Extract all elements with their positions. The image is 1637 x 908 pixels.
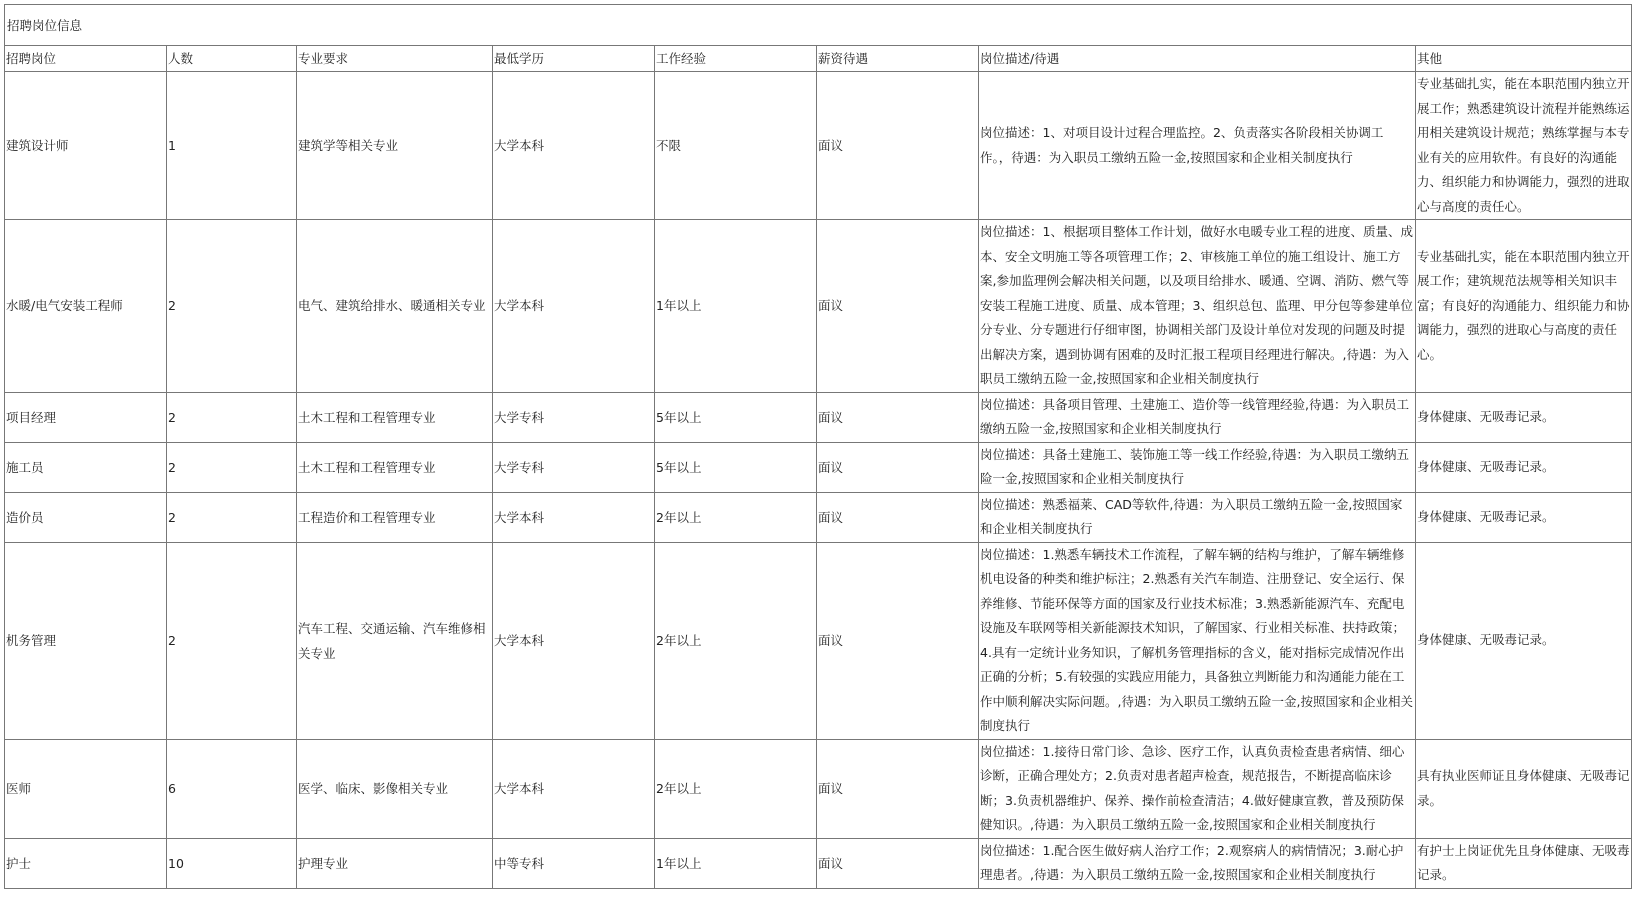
cell-description: 岗位描述：1、对项目设计过程合理监控。2、负责落实各阶段相关协调工作。，待遇：为入职员工缴纳五险一金,按照国家和企业相关制度执行 [979, 72, 1416, 220]
table-title-row [5, 5, 1632, 46]
table-row [5, 542, 1632, 739]
cell-experience: 2年以上 [655, 739, 817, 838]
cell-position: 医师 [5, 739, 167, 838]
header-count: 人数 [167, 46, 297, 72]
cell-count: 2 [167, 492, 297, 542]
cell-count: 2 [167, 442, 297, 492]
cell-education: 大学专科 [493, 442, 655, 492]
cell-description: 岗位描述：1.配合医生做好病人治疗工作；2.观察病人的病情情况；3.耐心护理患者。,待遇：为入职员工缴纳五险一金,按照国家和企业相关制度执行 [979, 838, 1416, 888]
cell-position: 水暖/电气安装工程师 [5, 220, 167, 393]
table-row [5, 220, 1632, 393]
cell-education: 大学本科 [493, 492, 655, 542]
table-row [5, 492, 1632, 542]
cell-education: 大学本科 [493, 220, 655, 393]
cell-salary: 面议 [817, 72, 979, 220]
header-salary: 薪资待遇 [817, 46, 979, 72]
header-major: 专业要求 [297, 46, 493, 72]
cell-experience: 2年以上 [655, 492, 817, 542]
cell-description: 岗位描述：1、根据项目整体工作计划，做好水电暖专业工程的进度、质量、成本、安全文明施工等各项管理工作；2、审核施工单位的施工组设计、施工方案,参加监理例会解决相关问题，以及项目给排水、暖通、空调、消防、燃气等安装工程施工进度、质量、成本管理；3、组织总包、监理、甲分包等参建单位分专业、分专题进行仔细审图，协调相关部门及设计单位对发现的问题及时提出解决方案，遇到协调有困难的及时汇报工程项目经理进行解决。,待遇：为入职员工缴纳五险一金,按照国家和企业相关制度执行 [979, 220, 1416, 393]
cell-position: 造价员 [5, 492, 167, 542]
cell-experience: 5年以上 [655, 392, 817, 442]
cell-major: 土木工程和工程管理专业 [297, 392, 493, 442]
recruitment-table-container [4, 4, 1631, 889]
cell-position: 护士 [5, 838, 167, 888]
cell-count: 2 [167, 542, 297, 739]
cell-count: 2 [167, 220, 297, 393]
cell-experience: 不限 [655, 72, 817, 220]
cell-position: 施工员 [5, 442, 167, 492]
header-education: 最低学历 [493, 46, 655, 72]
table-row [5, 739, 1632, 838]
table-row [5, 838, 1632, 888]
cell-position: 机务管理 [5, 542, 167, 739]
cell-position: 建筑设计师 [5, 72, 167, 220]
cell-experience: 5年以上 [655, 442, 817, 492]
cell-other: 身体健康、无吸毒记录。 [1416, 392, 1632, 442]
cell-experience: 1年以上 [655, 838, 817, 888]
cell-education: 大学本科 [493, 72, 655, 220]
cell-education: 大学专科 [493, 392, 655, 442]
cell-salary: 面议 [817, 838, 979, 888]
table-row [5, 442, 1632, 492]
cell-education: 大学本科 [493, 542, 655, 739]
cell-other: 专业基础扎实，能在本职范围内独立开展工作；建筑规范法规等相关知识丰富；有良好的沟通能力、组织能力和协调能力，强烈的进取心与高度的责任心。 [1416, 220, 1632, 393]
cell-other: 身体健康、无吸毒记录。 [1416, 542, 1632, 739]
cell-major: 建筑学等相关专业 [297, 72, 493, 220]
cell-education: 中等专科 [493, 838, 655, 888]
cell-count: 6 [167, 739, 297, 838]
cell-description: 岗位描述：1.熟悉车辆技术工作流程，了解车辆的结构与维护，了解车辆维修机电设备的种类和维护标注；2.熟悉有关汽车制造、注册登记、安全运行、保养维修、节能环保等方面的国家及行业技术标准；3.熟悉新能源汽车、充配电设施及车联网等相关新能源技术知识，了解国家、行业相关标准、扶持政策；4.具有一定统计业务知识，了解机务管理指标的含义，能对指标完成情况作出正确的分析；5.有较强的实践应用能力，具备独立判断能力和沟通能力能在工作中顺利解决实际问题。,待遇：为入职员工缴纳五险一金,按照国家和企业相关制度执行 [979, 542, 1416, 739]
cell-salary: 面议 [817, 442, 979, 492]
section-title: 招聘岗位信息 [5, 5, 1632, 46]
cell-salary: 面议 [817, 542, 979, 739]
cell-other: 有护士上岗证优先且身体健康、无吸毒记录。 [1416, 838, 1632, 888]
cell-description: 岗位描述：具备项目管理、土建施工、造价等一线管理经验,待遇：为入职员工缴纳五险一金,按照国家和企业相关制度执行 [979, 392, 1416, 442]
cell-count: 1 [167, 72, 297, 220]
cell-salary: 面议 [817, 739, 979, 838]
header-position: 招聘岗位 [5, 46, 167, 72]
cell-count: 2 [167, 392, 297, 442]
cell-position: 项目经理 [5, 392, 167, 442]
cell-count: 10 [167, 838, 297, 888]
cell-major: 工程造价和工程管理专业 [297, 492, 493, 542]
cell-other: 具有执业医师证且身体健康、无吸毒记录。 [1416, 739, 1632, 838]
cell-salary: 面议 [817, 492, 979, 542]
cell-experience: 2年以上 [655, 542, 817, 739]
cell-major: 医学、临床、影像相关专业 [297, 739, 493, 838]
cell-description: 岗位描述：具备土建施工、装饰施工等一线工作经验,待遇：为入职员工缴纳五险一金,按照国家和企业相关制度执行 [979, 442, 1416, 492]
header-experience: 工作经验 [655, 46, 817, 72]
cell-education: 大学本科 [493, 739, 655, 838]
cell-major: 电气、建筑给排水、暖通相关专业 [297, 220, 493, 393]
cell-major: 汽车工程、交通运输、汽车维修相关专业 [297, 542, 493, 739]
cell-salary: 面议 [817, 392, 979, 442]
header-other: 其他 [1416, 46, 1632, 72]
table-row [5, 392, 1632, 442]
cell-description: 岗位描述：熟悉福莱、CAD等软件,待遇：为入职员工缴纳五险一金,按照国家和企业相关制度执行 [979, 492, 1416, 542]
cell-major: 土木工程和工程管理专业 [297, 442, 493, 492]
cell-other: 身体健康、无吸毒记录。 [1416, 492, 1632, 542]
cell-salary: 面议 [817, 220, 979, 393]
table-row [5, 72, 1632, 220]
cell-description: 岗位描述：1.接待日常门诊、急诊、医疗工作，认真负责检查患者病情、细心诊断，正确合理处方；2.负责对患者超声检查，规范报告，不断提高临床诊断；3.负责机器维护、保养、操作前检查清洁；4.做好健康宣教，普及预防保健知识。,待遇：为入职员工缴纳五险一金,按照国家和企业相关制度执行 [979, 739, 1416, 838]
cell-major: 护理专业 [297, 838, 493, 888]
table-header-row [5, 46, 1632, 72]
cell-other: 身体健康、无吸毒记录。 [1416, 442, 1632, 492]
cell-other: 专业基础扎实，能在本职范围内独立开展工作；熟悉建筑设计流程并能熟练运用相关建筑设计规范；熟练掌握与本专业有关的应用软件。有良好的沟通能力、组织能力和协调能力，强烈的进取心与高度的责任心。 [1416, 72, 1632, 220]
header-description: 岗位描述/待遇 [979, 46, 1416, 72]
cell-experience: 1年以上 [655, 220, 817, 393]
recruitment-table [4, 4, 1632, 889]
